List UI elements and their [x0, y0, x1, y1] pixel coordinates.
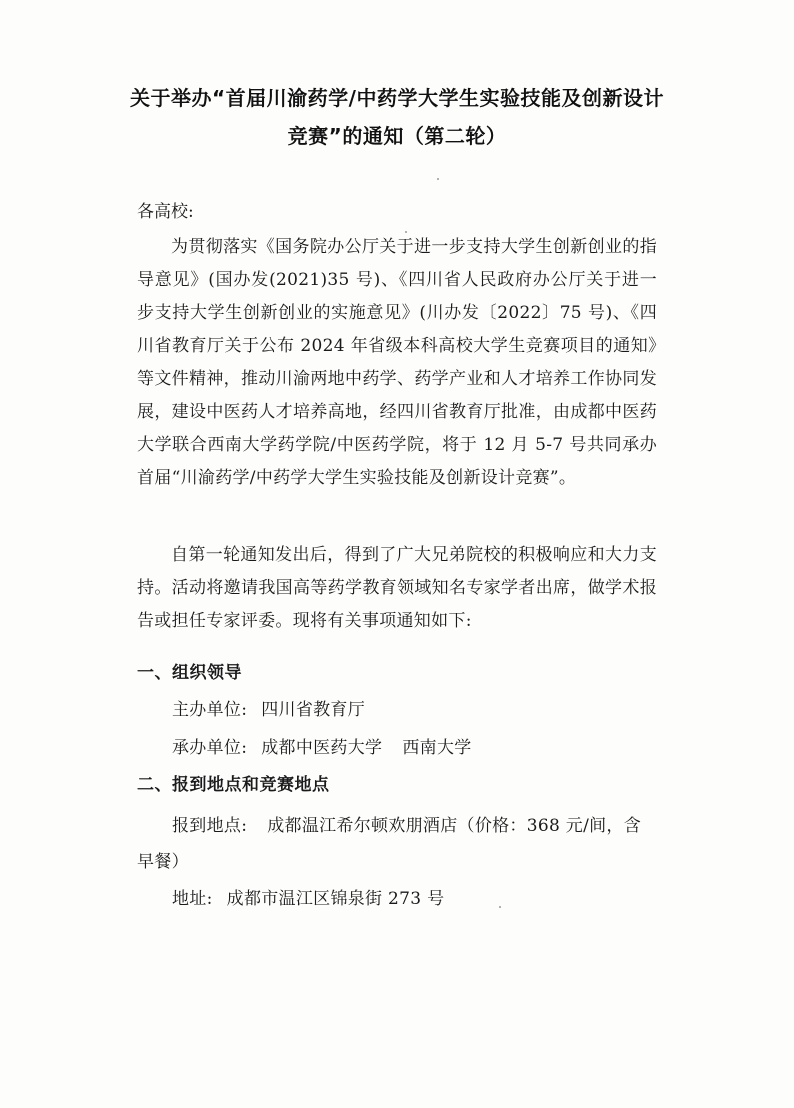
organizer-unit-value-2: 西南大学 [402, 738, 472, 758]
host-unit-value: 四川省教育厅 [261, 700, 366, 720]
scan-speck [437, 178, 439, 180]
document-title-line-1: 关于举办“首届川渝药学/中药学大学生实验技能及创新设计 [130, 86, 664, 110]
paragraph-response: 自第一轮通知发出后，得到了广大兄弟院校的积极响应和大力支持。活动将邀请我国高等药学教育领域知名专家学者出席，做学术报告或担任专家评委。现将有关事项通知如下: [137, 545, 657, 631]
scan-speck [499, 906, 501, 908]
host-unit-label: 主办单位: [172, 700, 248, 720]
address-line [172, 884, 444, 909]
document-title-line-2: 竞赛”的通知（第二轮） [287, 124, 507, 148]
organizer-unit-line [172, 733, 472, 758]
host-unit-line [172, 695, 365, 720]
section-heading-venue: 二、报到地点和竞赛地点 [137, 775, 330, 795]
checkin-location-value: 成都温江希尔顿欢朋酒店（价格：368 元/间，含早餐） [137, 816, 642, 872]
organizer-unit-label: 承办单位: [172, 738, 248, 758]
scan-speck [405, 231, 407, 233]
organizer-unit-value-1: 成都中医药大学 [261, 738, 383, 758]
address-label: 地址: [172, 889, 213, 909]
salutation: 各高校: [137, 202, 194, 222]
checkin-location-label: 报到地点: [172, 816, 248, 836]
section-heading-organization: 一、组织领导 [137, 663, 242, 683]
paragraph-background: 为贯彻落实《国务院办公厅关于进一步支持大学生创新创业的指导意见》(国办发(2021)35 号)、《四川省人民政府办公厅关于进一步支持大学生创新创业的实施意见》(川办发〔2022〕75 号)、《四川省教育厅关于公布 2024 年省级本科高校大学生竞赛项目的通知》等文件精神，推动川渝两地中药学、药学产业和人才培养工作协同发展，建设中医药人才培养高地，经四川省教育厅批准，由成都中医药大学联合西南大学药学院/中医药学院，将于 12 月 5-7 号共同承办首届“川渝药学/中药学大学生实验技能及创新设计竞赛”。 [137, 237, 657, 488]
address-value: 成都市温江区锦泉街 273 号 [226, 889, 445, 909]
checkin-location-line [137, 808, 657, 880]
